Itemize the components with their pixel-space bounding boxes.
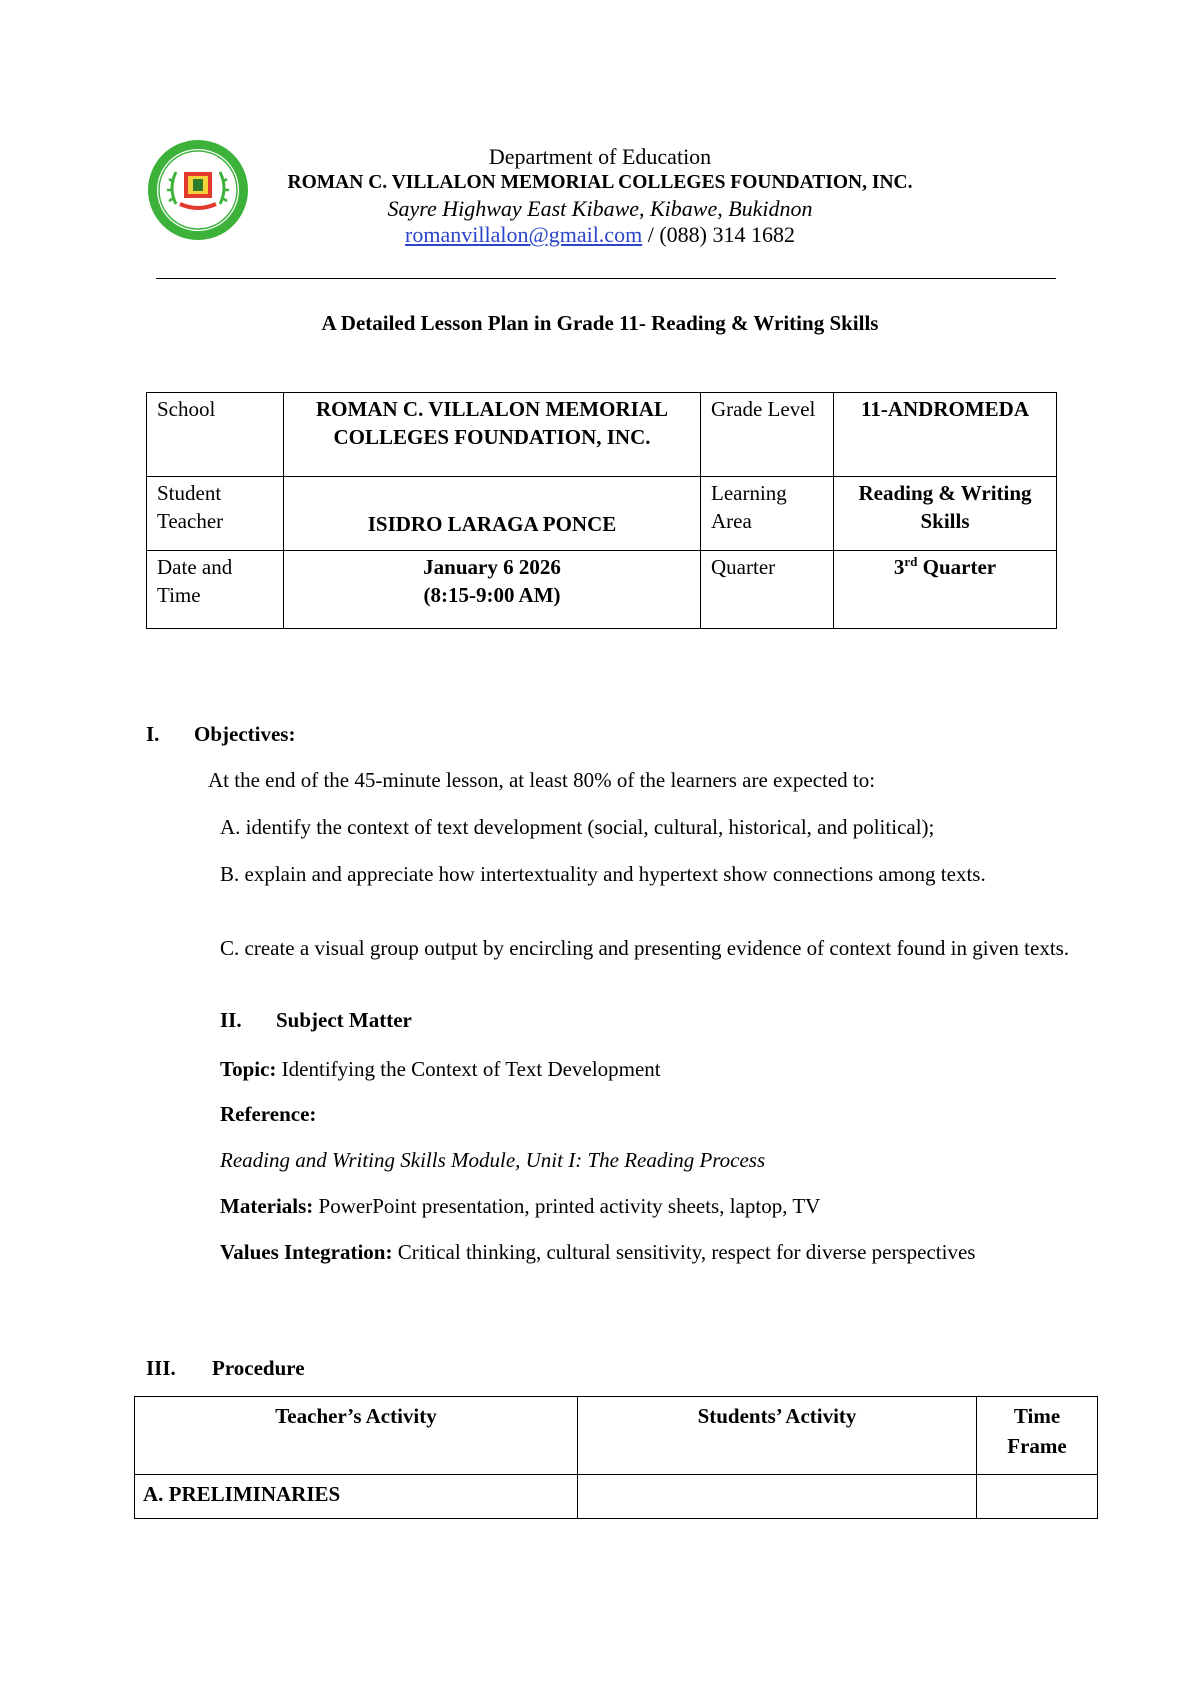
preliminaries-row-label: A. PRELIMINARIES [135, 1475, 578, 1519]
subject-matter-numeral: II. [220, 1008, 242, 1032]
objectives-title: Objectives: [194, 722, 296, 746]
quarter-value [834, 551, 1057, 629]
institution-name: ROMAN C. VILLALON MEMORIAL COLLEGES FOUNDATION, INC. [287, 172, 913, 193]
contact-line [200, 222, 1000, 248]
date-label: Date and Time [147, 551, 284, 629]
procedure-heading [146, 1356, 305, 1381]
department-name: Department of Education [488, 144, 712, 169]
area-value: Reading & Writing Skills [834, 477, 1057, 551]
preliminaries-time-cell [977, 1475, 1098, 1519]
document-title: A Detailed Lesson Plan in Grade 11- Reading & Writing Skills [321, 311, 879, 335]
procedure-numeral: III. [146, 1356, 176, 1380]
quarter-label: Quarter [701, 551, 834, 629]
materials-text: PowerPoint presentation, printed activity sheets, laptop, TV [313, 1194, 821, 1218]
contact-separator: / [642, 222, 660, 247]
topic-label: Topic: [220, 1057, 277, 1081]
objectives-intro: At the end of the 45-minute lesson, at least 80% of the learners are expected to: [208, 768, 876, 792]
quarter-number: 3 [893, 555, 905, 579]
teacher-label: Student Teacher [147, 477, 284, 551]
objectives-heading [146, 722, 295, 747]
lesson-info-table [146, 392, 1057, 629]
materials-line [220, 1192, 1070, 1220]
institution-address: Sayre Highway East Kibawe, Kibawe, Bukidnon [387, 196, 813, 221]
school-value: ROMAN C. VILLALON MEMORIAL COLLEGES FOUNDATION, INC. [284, 393, 701, 477]
values-line [220, 1238, 1010, 1266]
phone-number: (088) 314 1682 [659, 222, 795, 247]
objective-b: B. explain and appreciate how intertextuality and hypertext show connections among texts. [220, 862, 986, 886]
topic-text: Identifying the Context of Text Development [276, 1057, 661, 1081]
objectives-numeral: I. [146, 722, 160, 746]
preliminaries-students-cell [578, 1475, 977, 1519]
quarter-word: Quarter [917, 555, 997, 579]
school-label: School [147, 393, 284, 477]
objective-a: A. identify the context of text development (social, cultural, historical, and political); [220, 815, 935, 839]
objective-c: C. create a visual group output by encircling and presenting evidence of context found in given texts. [220, 936, 1070, 960]
procedure-title: Procedure [212, 1356, 305, 1380]
area-label: Learning Area [701, 477, 834, 551]
time-value: (8:15-9:00 AM) [423, 583, 561, 607]
teacher-value: ISIDRO LARAGA PONCE [284, 477, 701, 551]
topic-line [220, 1055, 1070, 1083]
quarter-suffix: rd [904, 554, 918, 569]
values-text: Critical thinking, cultural sensitivity, respect for diverse perspectives [392, 1240, 976, 1264]
time-frame-header: Time Frame [977, 1397, 1098, 1475]
students-activity-header: Students’ Activity [578, 1397, 977, 1475]
letterhead [200, 144, 1000, 248]
reference-text: Reading and Writing Skills Module, Unit I: The Reading Process [220, 1148, 766, 1172]
email-link[interactable]: romanvillalon@gmail.com [405, 222, 643, 247]
teacher-activity-header: Teacher’s Activity [135, 1397, 578, 1475]
materials-label: Materials: [220, 1194, 314, 1218]
subject-matter-heading [220, 1008, 412, 1033]
values-label: Values Integration: [220, 1240, 393, 1264]
subject-matter-title: Subject Matter [276, 1008, 412, 1032]
grade-value: 11-ANDROMEDA [834, 393, 1057, 477]
procedure-table [134, 1396, 1098, 1519]
header-divider [156, 278, 1056, 279]
date-value: January 6 2026 [423, 555, 561, 579]
date-time-value [284, 551, 701, 629]
reference-label: Reference: [220, 1102, 317, 1126]
grade-label: Grade Level [701, 393, 834, 477]
